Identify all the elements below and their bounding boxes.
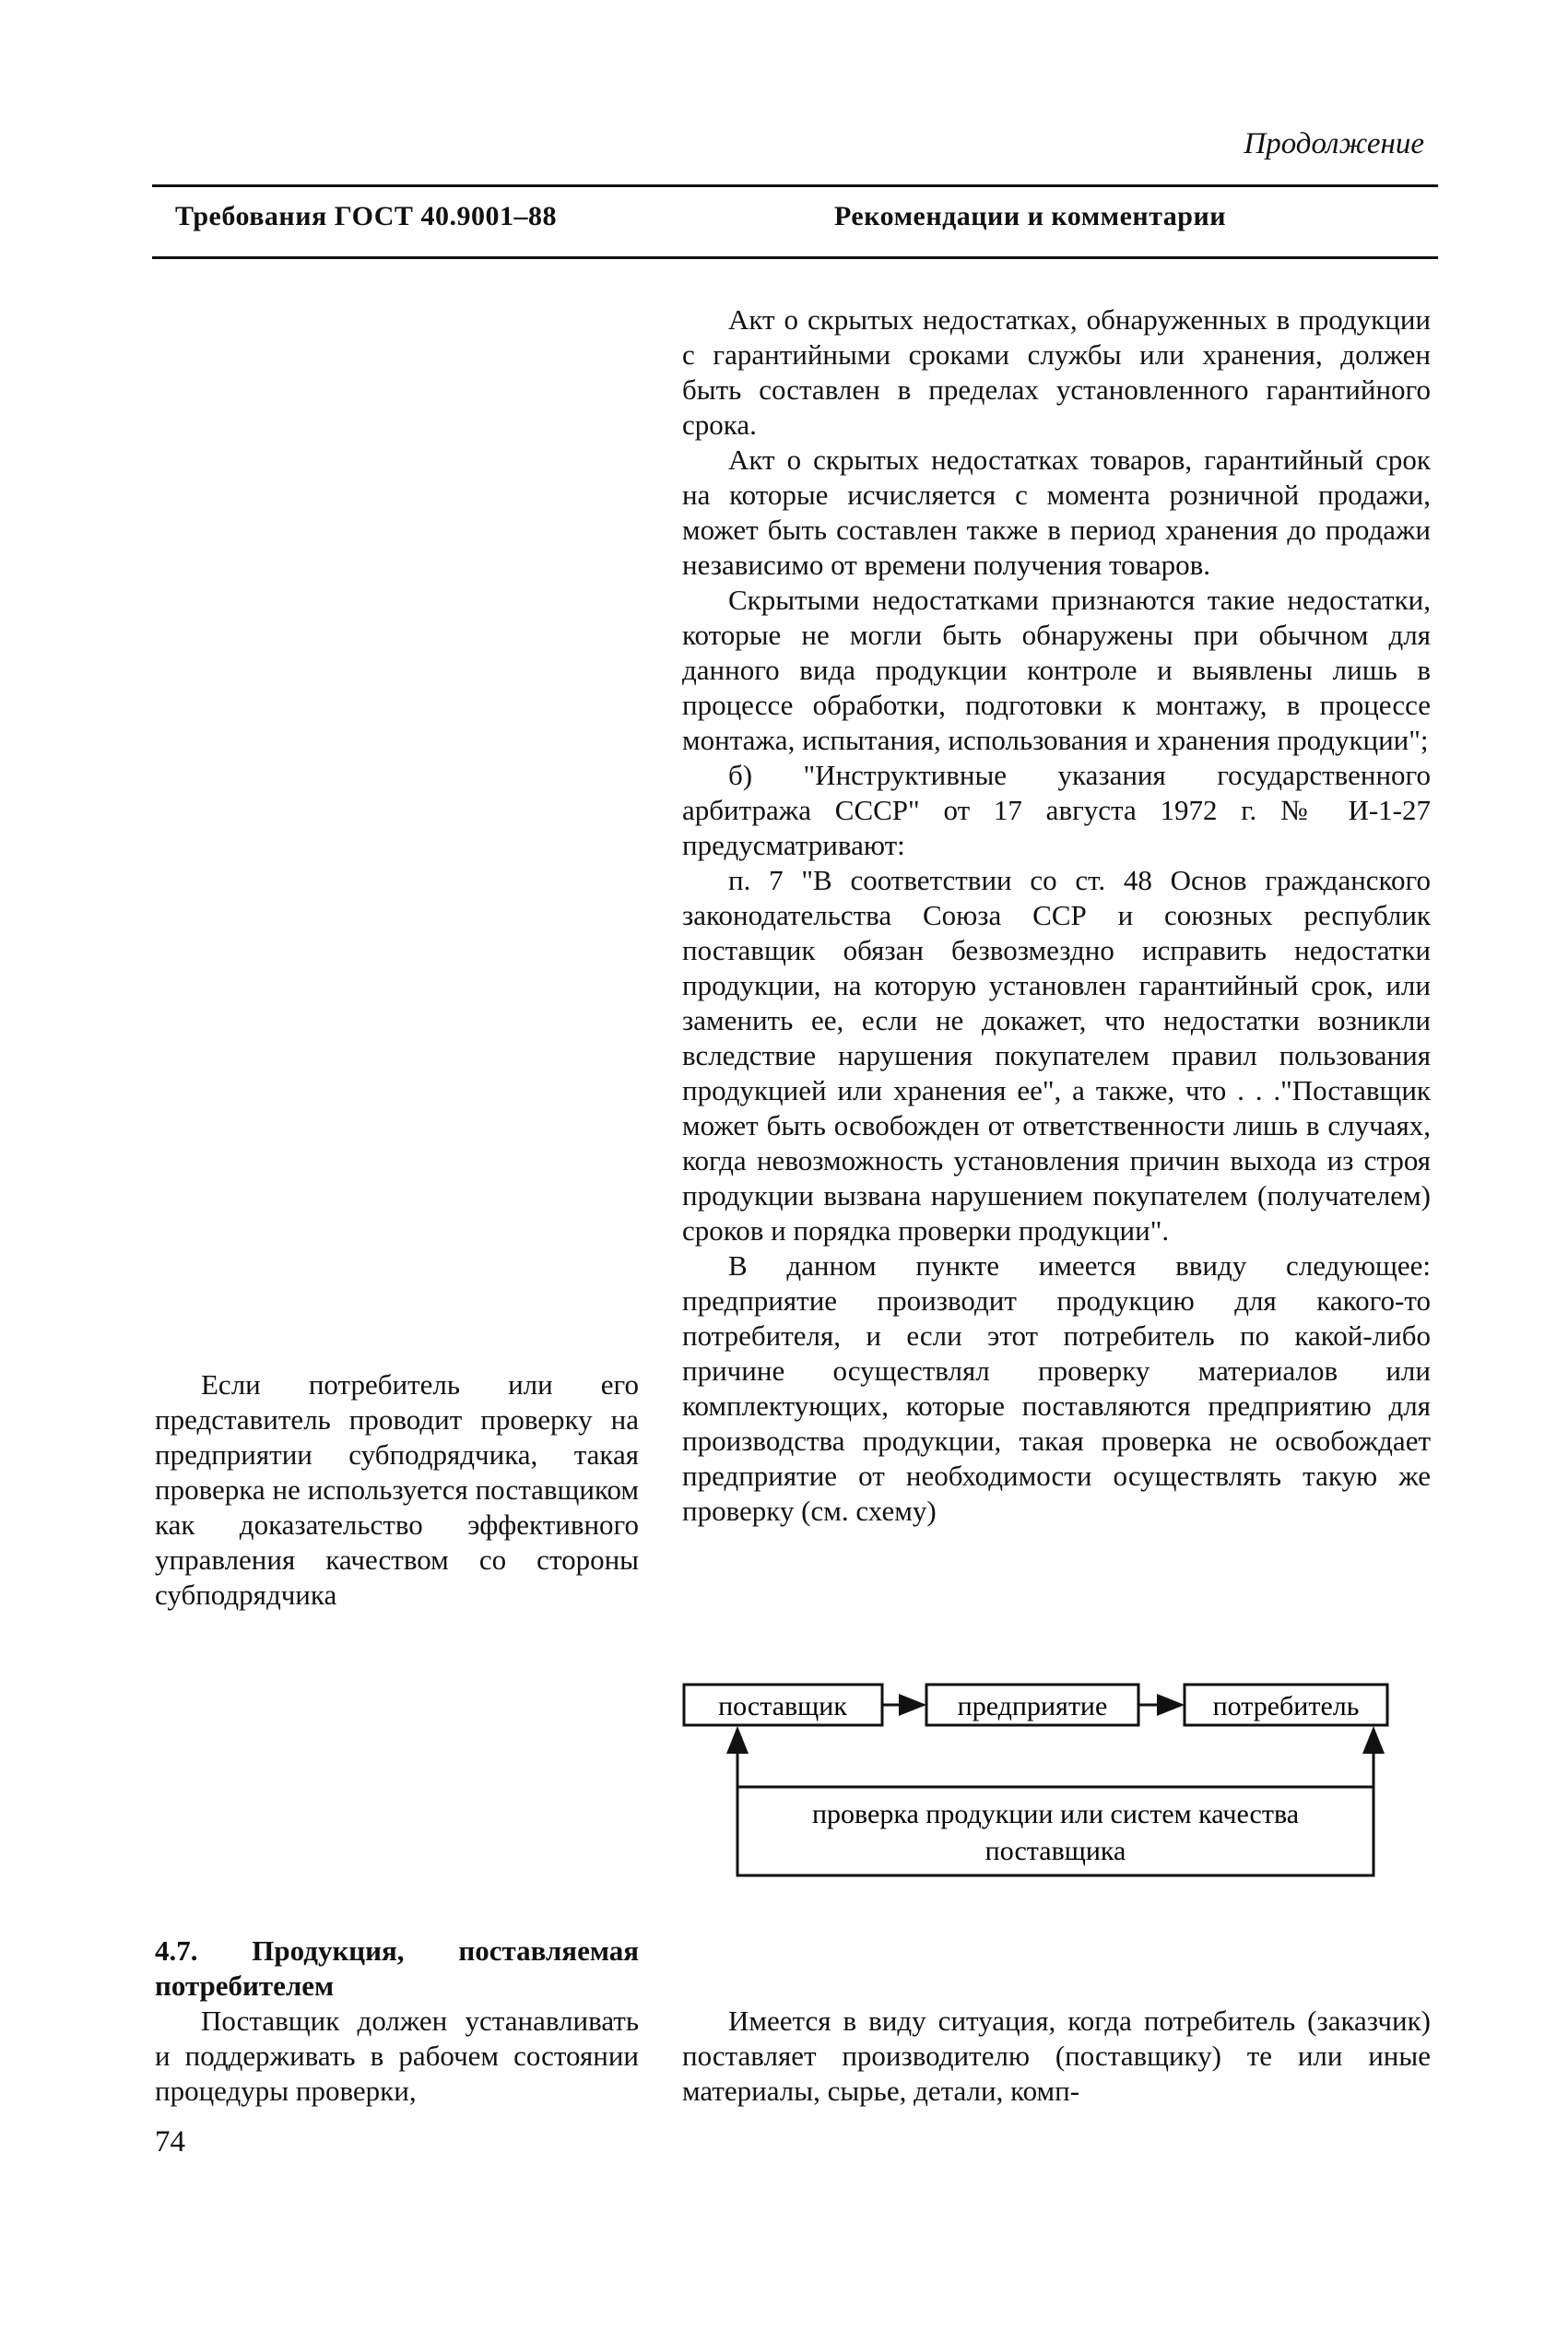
paragraph: Имеется в виду ситуация, когда потребитель (заказчик) поставляет производителю (поставщику) те или иные материалы, сырье, детали, комп- xyxy=(682,2005,1431,2107)
check-label-line-1: проверка продукции или систем качества xyxy=(811,1799,1300,1829)
right-column-title: Рекомендации и комментарии xyxy=(834,201,1227,231)
paragraph: Поставщик должен устанавливать и поддерживать в рабочем состоянии процедуры проверки, xyxy=(155,2005,639,2107)
paragraph: б) "Инструктивные указания государственного арбитража СССР" от 17 августа 1972 г. № И-1-27 предусматривают: xyxy=(682,759,1431,861)
paragraph: п. 7 "В соответствии со ст. 48 Основ гражданского законодательства Союза ССР и союзных республик поставщик обязан безвозмездно исправить недостатки продукции, на которую установлен гарантийный срок, или заменить ее, если не докажет, что недостатки возникли вследствие нарушения покупателем правил пользования продукцией или хранения ее", а также, что . . ."Поставщик может быть освобожден от ответственности лишь в случаях, когда невозможность установления причин выхода из строя продукции вызвана нарушением покупателем (получателем) сроков и порядка проверки продукции". xyxy=(682,864,1431,1247)
section-4-7 xyxy=(155,1934,639,2109)
paragraph: Скрытыми недостатками признаются такие недостатки, которые не могли быть обнаружены при обычном для данного вида продукции контроле и выявлены лишь в процессе обработки, подготовки к монтажу, в процессе монтажа, испытания, использования и хранения продукции"; xyxy=(682,584,1431,756)
supply-chain-diagram xyxy=(673,1674,1438,1881)
continuation-label: Продолжение xyxy=(1244,127,1424,160)
section-4-7-comment xyxy=(682,2004,1431,2109)
enterprise-label: предприятие xyxy=(957,1691,1108,1721)
check-label-line-2: поставщика xyxy=(984,1836,1126,1866)
consumer-label: потребитель xyxy=(1212,1691,1360,1721)
paragraph: В данном пункте имеется ввиду следующее: предприятие производит продукцию для какого-то потребителя, и если этот потребитель по какой-либо причине осуществлял проверку материалов или комплектующих, которые поставляются предприятию для производства продукции, такая проверка не освобождает предприятие от необходимости осуществлять такую же проверку (см. схему) xyxy=(682,1249,1431,1527)
paragraph: Акт о скрытых недостатках товаров, гарантийный срок на которые исчисляется с момента розничной продажи, может быть составлен также в период хранения до продажи независимо от времени получения товаров. xyxy=(682,444,1431,581)
section-heading: 4.7. Продукция, поставляемая потребителем xyxy=(155,1934,639,2002)
requirement-note xyxy=(155,1367,639,1613)
paragraph: Акт о скрытых недостатках, обнаруженных в продукции с гарантийными сроками службы или хранения, должен быть составлен в пределах установленного гарантийного срока. xyxy=(682,303,1431,441)
header-bottom-rule xyxy=(152,256,1438,259)
comments-body xyxy=(682,302,1431,1529)
header-top-rule xyxy=(152,184,1438,187)
paragraph: Если потребитель или его представитель проводит проверку на предприятии субподрядчика, такая проверка не используется поставщиком как доказательство эффективного управления качеством со стороны субподрядчика xyxy=(155,1368,639,1611)
left-column-title: Требования ГОСТ 40.9001–88 xyxy=(175,201,557,231)
supplier-label: поставщик xyxy=(718,1691,847,1721)
page-number: 74 xyxy=(155,2125,185,2159)
